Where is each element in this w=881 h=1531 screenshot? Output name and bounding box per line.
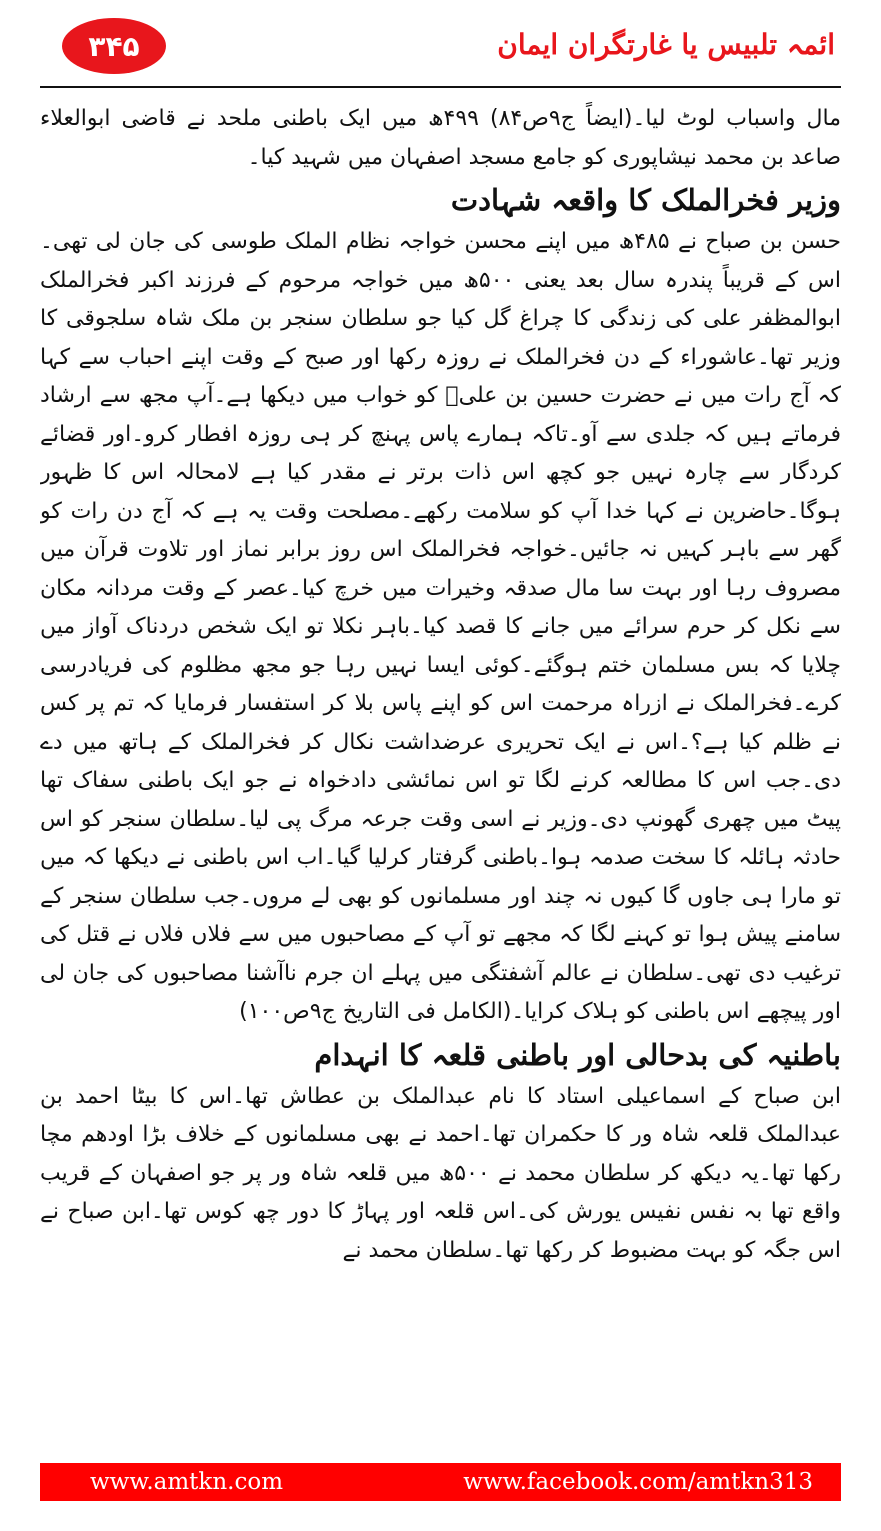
section-heading-fakhr-ul-mulk: وزیر فخرالملک کا واقعہ شہادت (450, 183, 841, 217)
intro-paragraph: مال واسباب لوٹ لیا۔(ایضاً ج۹ص۸۴) ۴۹۹ھ میں ایک باطنی ملحد نے قاضی ابوالعلاء صاعد بن محمد نیشاپوری کو جامع مسجد اصفہان میں شہید کیا۔ (40, 106, 841, 170)
page-number-badge: ۳۴۵ (62, 18, 166, 74)
section-heading-fort-demolition: باطنیہ کی بدحالی اور باطنی قلعہ کا انہدام (314, 1037, 841, 1072)
header-divider (40, 86, 841, 88)
book-title: ائمہ تلبیس یا غارتگران ایمان (497, 28, 835, 61)
section-paragraph-fakhr-ul-mulk: حسن بن صباح نے ۴۸۵ھ میں اپنے محسن خواجہ نظام الملک طوسی کی جان لی تھی۔اس کے قریباً پندرہ سال بعد یعنی ۵۰۰ھ میں خواجہ مرحوم کے فرزند اکبر فخرالملک ابوالمظفر علی کی زندگی کا چراغ گل کیا جو سلطان سنجر بن ملک شاہ سلجوقی کا وزیر تھا۔عاشوراء کے دن فخرالملک نے روزہ رکھا اور صبح کے وقت اپنے احباب سے کہا کہ آج رات میں نے حضرت حسین بن علیؓ کو خواب میں دیکھا ہے۔آپ مجھ سے ارشاد فرماتے ہیں کہ جلدی سے آو۔تاکہ ہمارے پاس پہنچ کر ہی روزہ افطار کرو۔اور قضائے کردگار سے چارہ نہیں جو کچھ اس ذات برتر نے مقدر کیا ہے لامحالہ اس کا ظہور ہوگا۔حاضرین نے کہا خدا آپ کو سلامت رکھے۔مصلحت وقت یہ ہے کہ آج دن رات کو گھر سے باہر کہیں نہ جائیں۔خواجہ فخرالملک اس روز برابر نماز اور تلاوت قرآن میں مصروف رہا اور بہت سا مال صدقہ وخیرات میں خرچ کیا۔عصر کے وقت مردانہ مکان سے نکل کر حرم سرائے میں جانے کا قصد کیا۔باہر نکلا تو ایک شخص دردناک آواز میں چلایا کہ بس مسلمان ختم ہوگئے۔کوئی ایسا نہیں رہا جو مجھ مظلوم کی فریادرسی کرے۔فخرالملک نے ازراہ مرحمت اس کو اپنے پاس بلا کر استفسار فرمایا کہ تم پر کس نے ظلم کیا ہے؟۔اس نے ایک تحریری عرضداشت نکال کر فخرالملک کے ہاتھ میں دے دی۔جب اس کا مطالعہ کرنے لگا تو اس نمائشی دادخواہ نے جو ایک باطنی سفاک تھا پیٹ میں چھری گھونپ دی۔وزیر نے اسی وقت جرعہ مرگ پی لیا۔سلطان سنجر کو اس حادثہ ہائلہ کا سخت صدمہ ہوا۔باطنی گرفتار کرلیا گیا۔اب اس باطنی نے دیکھا کہ میں تو مارا ہی جاوں گا کیوں نہ چند اور مسلمانوں کو بھی لے مروں۔جب سلطان سنجر کے سامنے پیش ہوا تو کہنے لگا کہ مجھے تو آپ کے مصاحبوں میں سے فلاں فلاں نے قتل کی ترغیب دی تھی۔سلطان نے عالم آشفتگی میں پہلے ان جرم ناآشنا مصاحبوں کی جان لی اور پیچھے اس باطنی کو ہلاک کرایا۔(الکامل فی التاریخ ج۹ص۱۰۰) (40, 229, 841, 1024)
page-header (40, 18, 841, 88)
website-link[interactable]: www.amtkn.com (90, 1469, 284, 1495)
page-footer (40, 1463, 841, 1501)
section-paragraph-fort-demolition: ابن صباح کے اسماعیلی استاد کا نام عبدالملک بن عطاش تھا۔اس کا بیٹا احمد بن عبدالملک قلعہ شاہ ور کا حکمران تھا۔احمد نے بھی مسلمانوں کے خلاف بڑا اودھم مچا رکھا تھا۔یہ دیکھ کر سلطان محمد نے ۵۰۰ھ میں قلعہ شاہ ور پر جو اصفہان کے قریب واقع تھا بہ نفس نفیس یورش کی۔اس قلعہ اور پہاڑ کا دور چھ کوس تھا۔ابن صباح نے اس جگہ کو بہت مضبوط کر رکھا تھا۔سلطان محمد نے (40, 1083, 841, 1263)
facebook-link[interactable]: www.facebook.com/amtkn313 (463, 1469, 813, 1495)
page-body (40, 100, 841, 1460)
